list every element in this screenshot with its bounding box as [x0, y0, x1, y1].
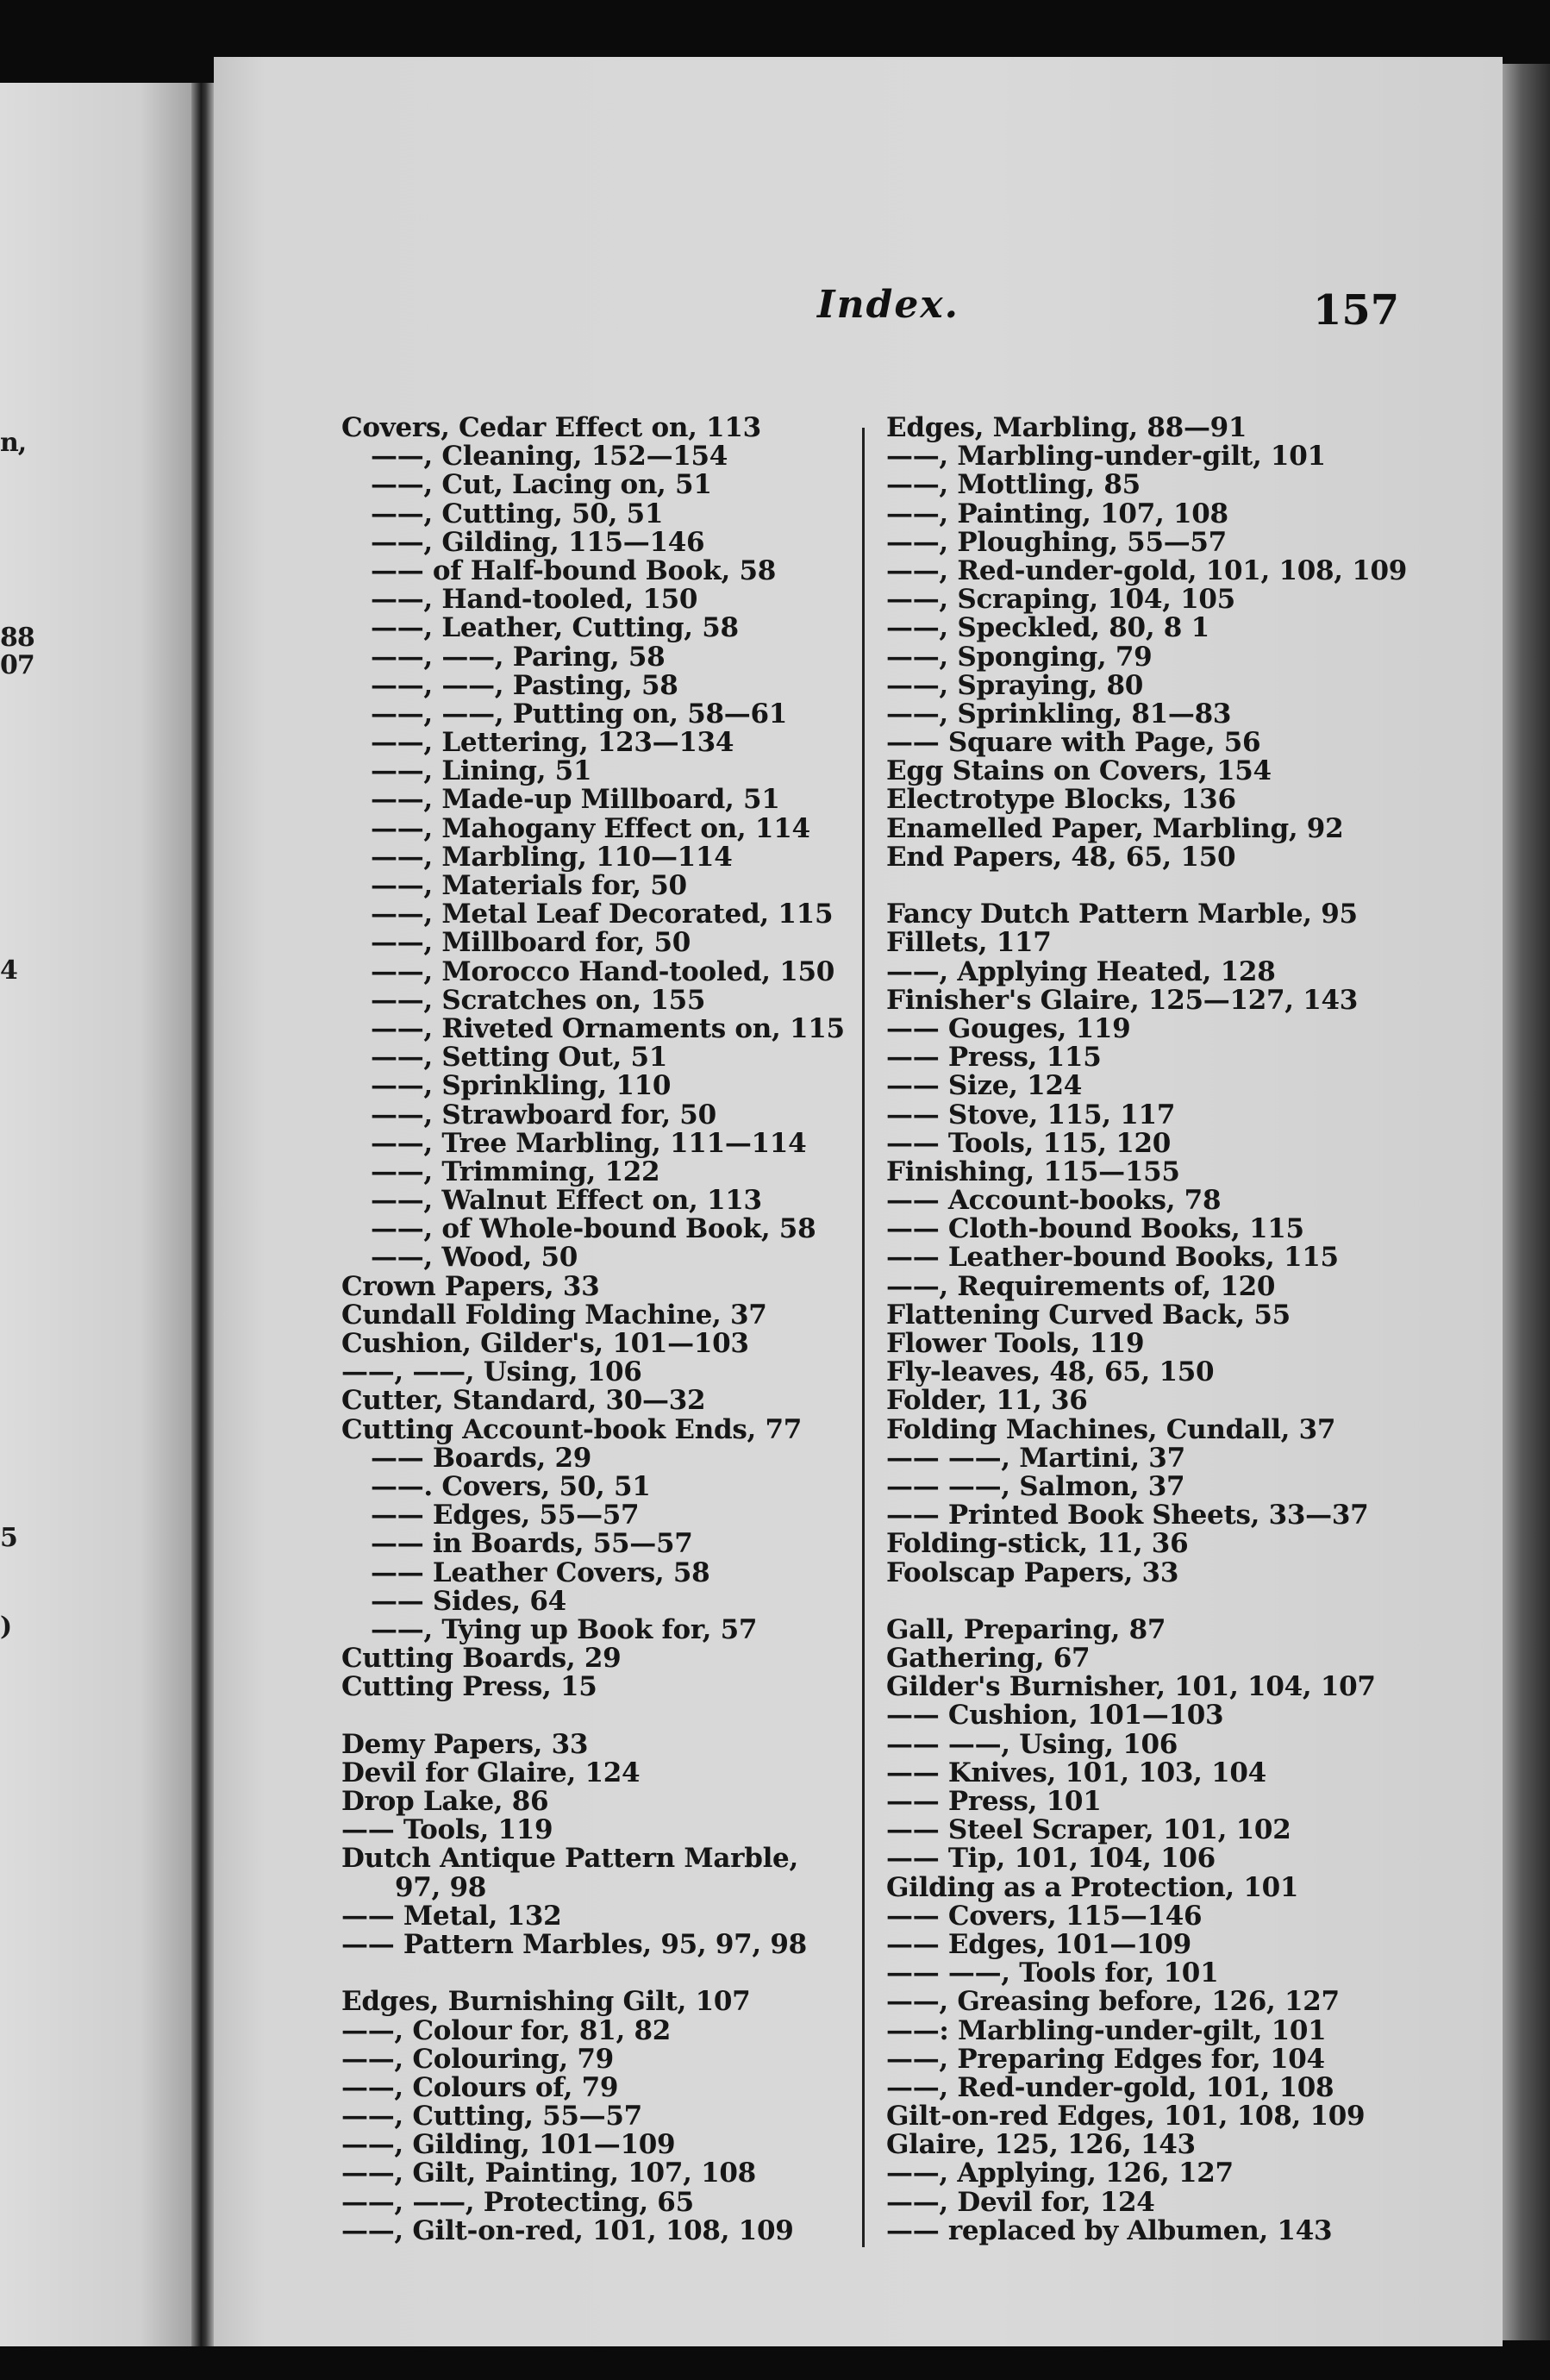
index-entry: —— Press, 101: [886, 1786, 1102, 1817]
index-entry: ——, Mahogany Effect on, 114: [371, 812, 810, 844]
index-entry: —— ——, Martini, 37: [886, 1442, 1185, 1474]
index-entry: —— Account-books, 78: [886, 1185, 1222, 1217]
index-entry: Electrotype Blocks, 136: [886, 784, 1236, 816]
index-page: [214, 57, 1503, 2346]
page-edge-shadow: [1503, 64, 1550, 2340]
index-entry: 97, 98: [395, 1871, 487, 1903]
index-entry: ——, Materials for, 50: [371, 870, 687, 901]
index-entry: Fillets, 117: [886, 927, 1052, 959]
index-entry: —— Tools, 119: [341, 1814, 553, 1846]
index-entry: Folding-stick, 11, 36: [886, 1528, 1189, 1560]
index-entry: Gilt-on-red Edges, 101, 108, 109: [886, 2101, 1366, 2133]
index-entry: ——, Colour for, 81, 82: [341, 2014, 671, 2046]
index-entry: —— Covers, 115—146: [886, 1900, 1203, 1932]
index-entry: ——, Applying Heated, 128: [886, 955, 1276, 987]
index-entry: ——, Scraping, 104, 105: [886, 584, 1235, 616]
facing-page-left: [0, 83, 200, 2346]
index-entry: ——, Lettering, 123—134: [371, 727, 734, 759]
index-entry: —— Metal, 132: [341, 1900, 562, 1932]
index-entry: —— Knives, 101, 103, 104: [886, 1757, 1266, 1788]
index-entry: —— in Boards, 55—57: [371, 1528, 693, 1560]
index-entry: Crown Papers, 33: [341, 1270, 600, 1302]
column-rule: [862, 428, 865, 2247]
index-entry: Demy Papers, 33: [341, 1728, 589, 1760]
index-entry: ——, Cutting, 55—57: [341, 2101, 642, 2133]
index-entry: ——, Greasing before, 126, 127: [886, 1986, 1340, 2018]
index-entry: ——, ——, Putting on, 58—61: [371, 698, 788, 730]
index-entry: ——, Gilding, 101—109: [341, 2129, 676, 2161]
index-entry: —— Sides, 64: [371, 1585, 566, 1617]
index-entry: ——, Cut, Lacing on, 51: [371, 469, 712, 501]
index-entry: —— Size, 124: [886, 1070, 1082, 1102]
index-entry: ——, Colouring, 79: [341, 2043, 614, 2075]
index-entry: Gall, Preparing, 87: [886, 1613, 1166, 1645]
index-entry: Egg Stains on Covers, 154: [886, 755, 1272, 787]
index-entry: —— Stove, 115, 117: [886, 1099, 1176, 1130]
index-entry: ——, Strawboard for, 50: [371, 1099, 716, 1130]
index-entry: —— Pattern Marbles, 95, 97, 98: [341, 1928, 807, 1960]
index-entry: —— Gouges, 119: [886, 1012, 1131, 1044]
index-entry: ——, ——, Paring, 58: [371, 641, 666, 673]
index-entry: —— Edges, 55—57: [371, 1500, 640, 1531]
index-entry: End Papers, 48, 65, 150: [886, 841, 1236, 873]
index-letter-gap: [886, 872, 1490, 900]
index-entry: Cundall Folding Machine, 37: [341, 1299, 767, 1331]
index-column-right: [886, 414, 1490, 2245]
index-entry: ——, Lining, 51: [371, 755, 592, 787]
index-entry: ——, Requirements of, 120: [886, 1270, 1276, 1302]
index-entry: ——, Cleaning, 152—154: [371, 441, 728, 473]
index-entry: ——, Sprinkling, 110: [371, 1070, 672, 1102]
index-entry: ——, Sponging, 79: [886, 641, 1153, 673]
index-entry: ——, ——, Using, 106: [341, 1356, 642, 1388]
book-gutter: [191, 83, 216, 2346]
index-entry: ——, Trimming, 122: [371, 1156, 660, 1187]
index-entry: —— Edges, 101—109: [886, 1928, 1191, 1960]
index-entry: Flattening Curved Back, 55: [886, 1299, 1291, 1331]
index-entry: —— of Half-bound Book, 58: [371, 554, 777, 586]
index-entry: Finishing, 115—155: [886, 1156, 1180, 1187]
index-entry: Gilder's Burnisher, 101, 104, 107: [886, 1671, 1376, 1703]
index-entry: —— ——, Tools for, 101: [886, 1957, 1219, 1989]
index-entry: ——, Sprinkling, 81—83: [886, 698, 1232, 730]
index-entry: ——, Spraying, 80: [886, 669, 1143, 701]
index-letter-gap: [886, 1588, 1490, 1616]
index-entry: ——, Millboard for, 50: [371, 927, 691, 959]
index-entry: ——, Hand-tooled, 150: [371, 584, 698, 616]
index-entry: ——, Devil for, 124: [886, 2186, 1155, 2218]
index-entry: ——, Leather, Cutting, 58: [371, 612, 739, 644]
index-entry: ——, Made-up Millboard, 51: [371, 784, 780, 816]
index-entry: Flower Tools, 119: [886, 1328, 1145, 1359]
page-number: 157: [1313, 286, 1400, 335]
index-entry: —— Leather-bound Books, 115: [886, 1242, 1339, 1274]
index-entry: ——, Speckled, 80, 8 1: [886, 612, 1209, 644]
index-entry: ——. Covers, 50, 51: [371, 1470, 651, 1502]
left-page-fragment: n,: [0, 428, 27, 458]
index-entry: —— ——, Salmon, 37: [886, 1470, 1185, 1502]
index-entry: ——, Red-under-gold, 101, 108: [886, 2071, 1334, 2103]
running-head: Index.: [817, 283, 959, 327]
index-entry: ——, Red-under-gold, 101, 108, 109: [886, 554, 1408, 586]
index-entry: —— Press, 115: [886, 1042, 1102, 1074]
index-entry: Edges, Burnishing Gilt, 107: [341, 1986, 751, 2018]
left-page-fragment: ): [0, 1612, 12, 1642]
left-page-fragment: 88: [0, 623, 34, 653]
index-entry: ——, Wood, 50: [371, 1242, 578, 1274]
index-entry: ——, Morocco Hand-tooled, 150: [371, 955, 835, 987]
index-entry: —— Boards, 29: [371, 1442, 592, 1474]
index-entry: —— Steel Scraper, 101, 102: [886, 1814, 1291, 1846]
index-entry: ——, Marbling-under-gilt, 101: [886, 441, 1326, 473]
index-entry: ——, Metal Leaf Decorated, 115: [371, 899, 834, 930]
index-entry: —— Tools, 115, 120: [886, 1127, 1172, 1159]
index-entry: Edges, Marbling, 88—91: [886, 412, 1247, 443]
index-entry: Folding Machines, Cundall, 37: [886, 1413, 1336, 1445]
index-entry: ——, Marbling, 110—114: [371, 841, 733, 873]
left-page-fragment: 4: [0, 955, 17, 986]
index-entry: ——, Walnut Effect on, 113: [371, 1185, 762, 1217]
index-entry: —— replaced by Albumen, 143: [886, 2214, 1333, 2246]
index-entry: Gathering, 67: [886, 1643, 1091, 1675]
index-entry: Folder, 11, 36: [886, 1385, 1088, 1417]
index-entry: —— Printed Book Sheets, 33—37: [886, 1500, 1369, 1531]
index-entry: ——, Applying, 126, 127: [886, 2158, 1234, 2189]
index-entry: ——, Gilt-on-red, 101, 108, 109: [341, 2214, 794, 2246]
index-entry: ——, Colours of, 79: [341, 2071, 619, 2103]
index-entry: ——, Tying up Book for, 57: [371, 1613, 758, 1645]
index-entry: Drop Lake, 86: [341, 1786, 549, 1817]
index-entry: ——, Tree Marbling, 111—114: [371, 1127, 807, 1159]
left-page-fragment: 07: [0, 650, 34, 680]
index-entry: Cutting Account-book Ends, 77: [341, 1413, 802, 1445]
index-entry: ——, Cutting, 50, 51: [371, 498, 664, 529]
index-entry: ——, Gilding, 115—146: [371, 526, 705, 558]
index-entry: —— Cushion, 101—103: [886, 1700, 1224, 1732]
index-entry: ——, Setting Out, 51: [371, 1042, 668, 1074]
index-entry: ——, Painting, 107, 108: [886, 498, 1228, 529]
index-entry: ——, Preparing Edges for, 104: [886, 2043, 1325, 2075]
index-entry: ——, Mottling, 85: [886, 469, 1141, 501]
index-entry: Foolscap Papers, 33: [886, 1556, 1179, 1588]
index-entry: Fly-leaves, 48, 65, 150: [886, 1356, 1215, 1388]
index-entry: —— Leather Covers, 58: [371, 1556, 710, 1588]
index-entry: ——, Gilt, Painting, 107, 108: [341, 2158, 756, 2189]
index-entry: Dutch Antique Pattern Marble,: [341, 1843, 798, 1875]
index-entry: —— Tip, 101, 104, 106: [886, 1843, 1216, 1875]
index-entry: Devil for Glaire, 124: [341, 1757, 641, 1788]
index-entry: Cutting Boards, 29: [341, 1643, 622, 1675]
index-entry: Cutter, Standard, 30—32: [341, 1385, 706, 1417]
index-entry: —— Cloth-bound Books, 115: [886, 1213, 1304, 1245]
index-entry: ——, of Whole-bound Book, 58: [371, 1213, 816, 1245]
index-entry: ——, Riveted Ornaments on, 115: [371, 1012, 845, 1044]
index-entry: ——: Marbling-under-gilt, 101: [886, 2014, 1327, 2046]
index-entry: Finisher's Glaire, 125—127, 143: [886, 984, 1359, 1016]
index-entry: Gilding as a Protection, 101: [886, 1871, 1299, 1903]
index-entry: Fancy Dutch Pattern Marble, 95: [886, 899, 1358, 930]
index-entry: Enamelled Paper, Marbling, 92: [886, 812, 1344, 844]
index-entry: ——, Scratches on, 155: [371, 984, 706, 1016]
index-entry: Glaire, 125, 126, 143: [886, 2129, 1196, 2161]
index-entry: Cushion, Gilder's, 101—103: [341, 1328, 749, 1359]
index-entry: ——, Ploughing, 55—57: [886, 526, 1227, 558]
index-entry: —— ——, Using, 106: [886, 1728, 1178, 1760]
index-entry: Covers, Cedar Effect on, 113: [341, 412, 761, 443]
index-entry: —— Square with Page, 56: [886, 727, 1261, 759]
index-entry: ——, ——, Pasting, 58: [371, 669, 678, 701]
left-page-fragment: 5: [0, 1523, 17, 1553]
index-entry: ——, ——, Protecting, 65: [341, 2186, 694, 2218]
index-entry: Cutting Press, 15: [341, 1671, 597, 1703]
